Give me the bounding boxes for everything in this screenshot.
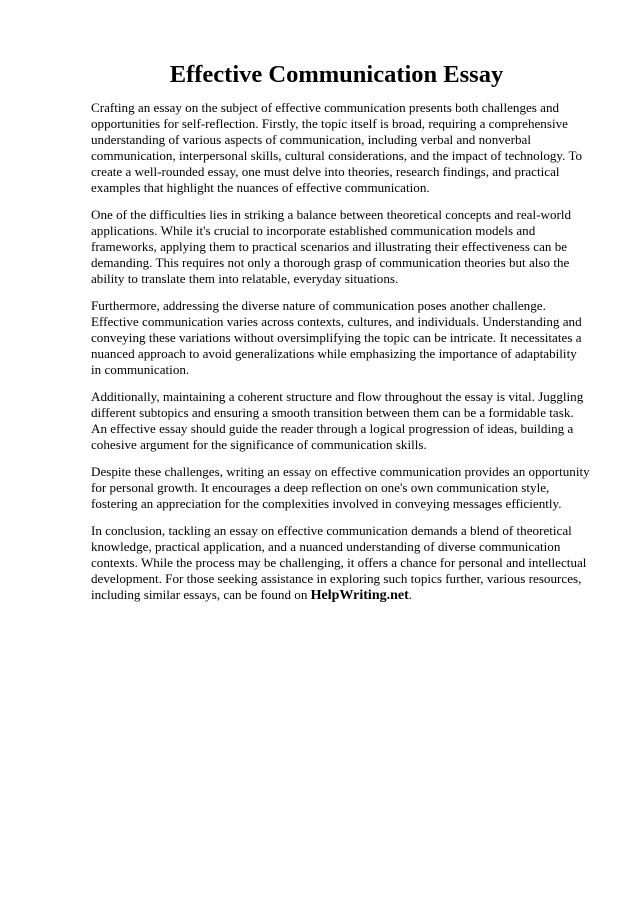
document-title: Effective Communication Essay [169,61,504,88]
paragraph-5: Despite these challenges, writing an essay on effective communication provides an opportunity for personal growth. It encourages a deep reflection on one's own communication style, fostering an appreciation for the complexities involved in conveying messages efficiently. [91,463,590,512]
paragraph-3: Furthermore, addressing the diverse nature of communication poses another challenge. Effective communication varies across contexts, cultures, and individuals. Understanding and conveying these variations without oversimplifying the topic can be intricate. It necessitates a nuanced approach to avoid generalizations while emphasizing the importance of adaptability in communication. [91,298,582,378]
paragraph-4: Additionally, maintaining a coherent structure and flow throughout the essay is vital. Juggling different subtopics and ensuring a smooth transition between them can be a formidable task. An effective essay should guide the reader through a logical progression of ideas, building a cohesive argument for the significance of communication skills. [91,389,584,453]
paragraph-2: One of the difficulties lies in striking a balance between theoretical concepts and real-world applications. While it's crucial to incorporate established communication models and frameworks, applying them to practical scenarios and illustrating their effectiveness can be demanding. This requires not only a thorough grasp of communication theories but also the ability to translate them into relatable, everyday situations. [91,207,572,287]
paragraph-1: Crafting an essay on the subject of effective communication presents both challenges and opportunities for self-reflection. Firstly, the topic itself is broad, requiring a comprehensive understanding of various aspects of communication, including verbal and nonverbal communication, interpersonal skills, cultural considerations, and the impact of technology. To create a well-rounded essay, one must delve into theories, research findings, and practical examples that highlight the nuances of effective communication. [91,100,583,196]
conclusion-text: In conclusion, tackling an essay on effective communication demands a blend of theoretical knowledge, practical application, and a nuanced understanding of diverse communication contexts. While the process may be challenging, it offers a chance for personal and intellectual development. For those seeking assistance in exploring such topics further, various resources, including similar essays, can be found on [91,522,587,603]
helpwriting-link[interactable]: HelpWriting.net [310,588,409,604]
conclusion-period: . [408,587,413,603]
conclusion-paragraph [91,523,590,604]
